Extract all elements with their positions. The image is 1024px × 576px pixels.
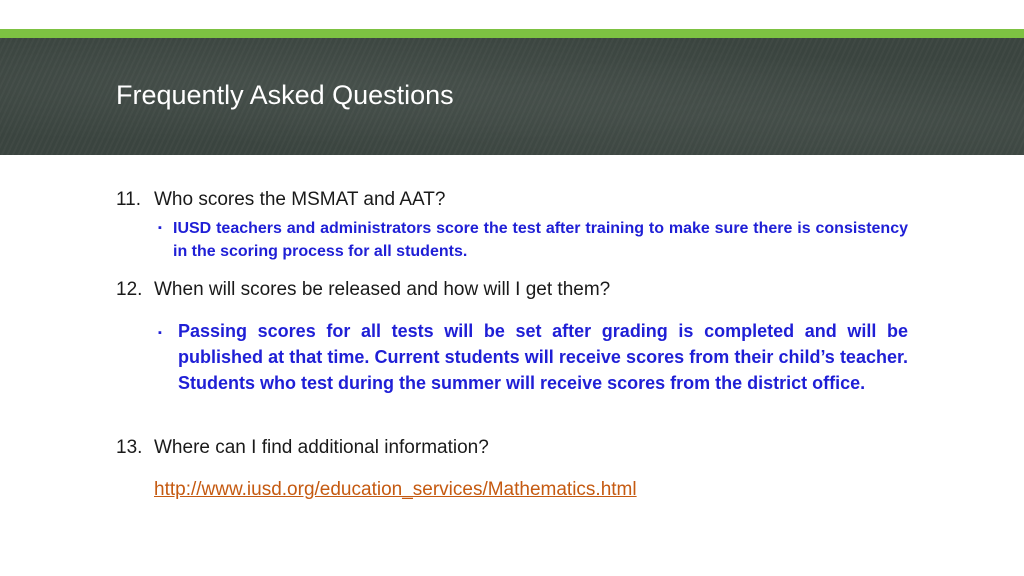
question-number: 13. [116, 437, 143, 458]
accent-bar [0, 29, 1024, 38]
answer-text: IUSD teachers and administrators score the test after training to make sure there is consistency in the scoring process for all students. [173, 220, 908, 260]
faq-question-11 [116, 189, 445, 211]
question-text: Where can I find additional information? [154, 437, 489, 458]
mathematics-info-link[interactable]: http://www.iusd.org/education_services/Mathematics.html [154, 479, 637, 500]
faq-question-12 [116, 279, 610, 301]
bullet-icon: ▪ [158, 327, 162, 339]
faq-question-13 [116, 437, 489, 459]
question-number: 11. [116, 189, 142, 210]
question-number: 12. [116, 279, 143, 300]
faq-answer-11 [158, 217, 908, 263]
faq-answer-12 [158, 318, 908, 396]
title-banner [0, 38, 1024, 155]
bullet-icon: ▪ [158, 222, 162, 234]
answer-text: Passing scores for all tests will be set after grading is completed and will be published at that time. Current students will receive scores from their child’s teacher. Students who test during the summer will receive scores from the district office. [178, 321, 908, 393]
faq-content [0, 155, 1024, 576]
slide-title: Frequently Asked Questions [116, 80, 454, 110]
question-text: When will scores be released and how will I get them? [154, 279, 611, 300]
question-text: Who scores the MSMAT and AAT? [154, 189, 446, 210]
top-margin [0, 0, 1024, 29]
